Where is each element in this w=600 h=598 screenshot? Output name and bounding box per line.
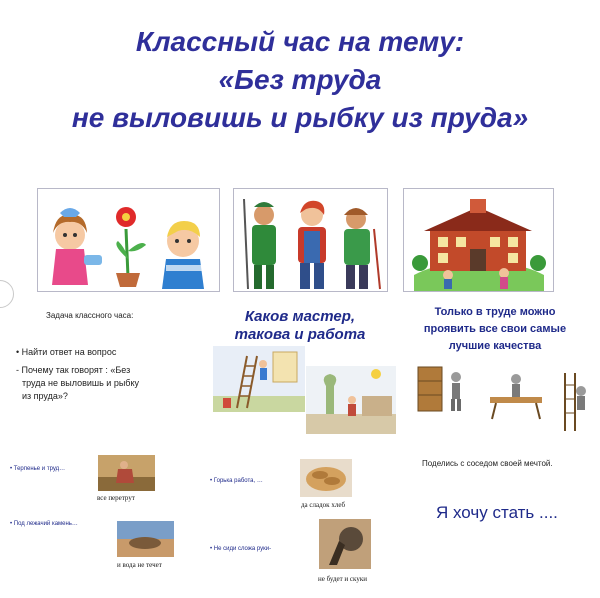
- page-title-line2: «Без труда: [218, 64, 382, 95]
- sawing-worker-figure: [486, 371, 546, 421]
- quality-heading-line1: Только в труде можно: [434, 306, 556, 318]
- master-heading-line2: такова и работа: [234, 326, 366, 343]
- task-bullet-2-line3: из пруда»?: [22, 391, 68, 401]
- cabinet-worker-figure: [414, 363, 474, 415]
- task-bullet-2-line1: - Почему так говорят : «Без: [16, 365, 131, 375]
- proverb-2-image: [117, 521, 174, 557]
- school-illustration: [403, 188, 554, 292]
- proverb-1-start: • Терпенье и труд…: [10, 466, 66, 472]
- painter-ladder-image: [213, 346, 305, 412]
- task-heading: Задача классного часа:: [46, 311, 134, 320]
- master-heading: [225, 308, 375, 344]
- task-bullet-2: [16, 364, 139, 403]
- proverb-1-end: все перетрут: [97, 494, 135, 502]
- page-title-line3: не выловишь и рыбку из пруда»: [71, 102, 529, 133]
- want-to-be-text: Я хочу стать ....: [436, 503, 558, 522]
- page-title-line1: Классный час на тему:: [135, 26, 465, 57]
- proverb-4-image: [319, 519, 371, 569]
- worker-yard-image: [306, 366, 396, 434]
- proverb-4-end: не будет и скуки: [318, 575, 367, 583]
- proverb-2-start: • Под лежачий камень…: [10, 521, 78, 527]
- share-dream-text: Поделись с соседом своей мечтой.: [422, 459, 553, 468]
- ladder-worker-figure: [557, 371, 591, 433]
- task-bullet-1: • Найти ответ на вопрос: [16, 347, 117, 357]
- task-bullet-2-line2: труда не выловишь и рыбку: [22, 378, 139, 388]
- proverb-3-start: • Горька работа, …: [210, 478, 263, 484]
- quality-heading-line3: лучшие качества: [448, 340, 542, 352]
- proverb-1-image: [98, 455, 155, 491]
- quality-heading: [400, 304, 590, 355]
- proverb-3-end: да сладок хлеб: [301, 501, 345, 509]
- proverb-2-end: и вода не течет: [117, 561, 162, 569]
- master-heading-line1: Каков мастер,: [244, 308, 356, 325]
- workers-illustration: [233, 188, 388, 292]
- kids-flower-illustration: [37, 188, 220, 292]
- proverb-4-start: • Не сиди сложа руки-: [210, 546, 272, 552]
- gallery-edge-indicator: [0, 280, 14, 308]
- quality-heading-line2: проявить все свои самые: [423, 323, 567, 335]
- proverb-3-image: [300, 459, 352, 497]
